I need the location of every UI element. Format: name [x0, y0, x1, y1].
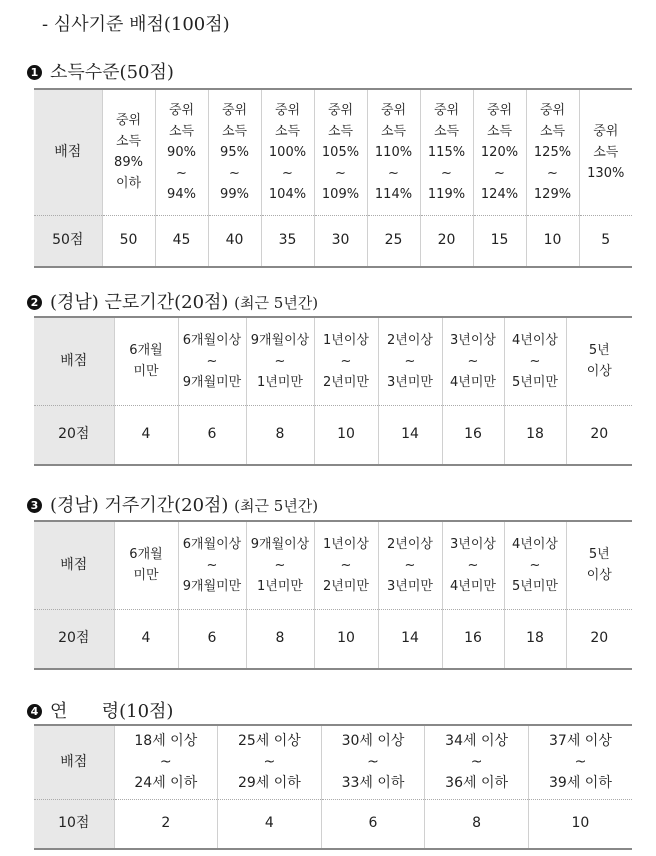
score-cell: 6	[178, 609, 246, 669]
score-cell: 10	[314, 405, 378, 465]
total-label: 50점	[34, 215, 102, 267]
residence-header-cell: 5년 이상	[566, 521, 632, 609]
score-cell: 20	[420, 215, 473, 267]
score-cell: 30	[314, 215, 367, 267]
row-label: 배점	[34, 521, 114, 609]
row-label: 배점	[34, 317, 114, 405]
section-3-subtitle: (최근 5년간)	[234, 497, 319, 515]
score-cell: 6	[178, 405, 246, 465]
score-cell: 4	[114, 405, 178, 465]
total-label: 20점	[34, 405, 114, 465]
score-cell: 50	[102, 215, 155, 267]
score-cell: 18	[504, 609, 566, 669]
residence-header-cell: 1년이상 ~ 2년미만	[314, 521, 378, 609]
score-cell: 20	[566, 405, 632, 465]
row-label: 배점	[34, 89, 102, 215]
residence-header-cell: 9개월이상 ~ 1년미만	[246, 521, 314, 609]
work-header-row	[34, 317, 632, 405]
score-cell: 5	[579, 215, 632, 267]
income-header-cell: 중위 소득 90% ~ 94%	[155, 89, 208, 215]
score-cell: 15	[473, 215, 526, 267]
section-number-2: 2	[27, 295, 42, 310]
score-cell: 18	[504, 405, 566, 465]
section-3-heading	[27, 491, 318, 517]
section-2-subtitle: (최근 5년간)	[234, 294, 319, 312]
income-header-cell: 중위 소득 100% ~ 104%	[261, 89, 314, 215]
income-header-cell: 중위 소득 105% ~ 109%	[314, 89, 367, 215]
section-number-3: 3	[27, 498, 42, 513]
age-header-cell: 37세 이상 ~ 39세 이하	[528, 725, 632, 799]
page-title: - 심사기준 배점(100점)	[42, 14, 230, 35]
residence-header-cell: 2년이상 ~ 3년미만	[378, 521, 442, 609]
income-header-cell: 중위 소득 110% ~ 114%	[367, 89, 420, 215]
age-table	[34, 724, 632, 850]
score-cell: 40	[208, 215, 261, 267]
income-header-cell: 중위 소득 130%	[579, 89, 632, 215]
score-cell: 14	[378, 405, 442, 465]
score-cell: 4	[114, 609, 178, 669]
income-header-cell: 중위 소득 115% ~ 119%	[420, 89, 473, 215]
row-label: 배점	[34, 725, 114, 799]
section-2-heading	[27, 288, 318, 314]
income-table	[34, 88, 632, 268]
score-cell: 2	[114, 799, 218, 849]
work-score-row	[34, 405, 632, 465]
score-cell: 20	[566, 609, 632, 669]
section-1-title: 소득수준(50점)	[50, 62, 174, 83]
section-number-1: 1	[27, 65, 42, 80]
work-header-cell: 1년이상 ~ 2년미만	[314, 317, 378, 405]
section-4-heading	[27, 697, 173, 723]
score-cell: 6	[321, 799, 425, 849]
score-cell: 8	[246, 405, 314, 465]
income-header-cell: 중위 소득 120% ~ 124%	[473, 89, 526, 215]
income-score-row	[34, 215, 632, 267]
work-header-cell: 4년이상 ~ 5년미만	[504, 317, 566, 405]
score-cell: 16	[442, 609, 504, 669]
total-label: 20점	[34, 609, 114, 669]
score-cell: 16	[442, 405, 504, 465]
score-cell: 14	[378, 609, 442, 669]
income-header-cell: 중위 소득 89% 이하	[102, 89, 155, 215]
age-header-cell: 30세 이상 ~ 33세 이하	[321, 725, 425, 799]
work-header-cell: 9개월이상 ~ 1년미만	[246, 317, 314, 405]
score-cell: 35	[261, 215, 314, 267]
section-1-heading	[27, 58, 174, 84]
score-cell: 25	[367, 215, 420, 267]
residence-header-cell: 3년이상 ~ 4년미만	[442, 521, 504, 609]
score-cell: 10	[314, 609, 378, 669]
age-score-row	[34, 799, 632, 849]
section-2-title: (경남) 근로기간(20점)	[50, 292, 229, 313]
section-3-title: (경남) 거주기간(20점)	[50, 495, 229, 516]
residence-period-table	[34, 520, 632, 670]
residence-score-row	[34, 609, 632, 669]
score-cell: 10	[526, 215, 579, 267]
income-header-row	[34, 89, 632, 215]
work-period-table	[34, 316, 632, 466]
income-header-cell: 중위 소득 95% ~ 99%	[208, 89, 261, 215]
age-header-cell: 18세 이상 ~ 24세 이하	[114, 725, 218, 799]
work-header-cell: 6개월이상 ~ 9개월미만	[178, 317, 246, 405]
section-number-4: 4	[27, 704, 42, 719]
score-cell: 10	[528, 799, 632, 849]
score-cell: 8	[246, 609, 314, 669]
total-label: 10점	[34, 799, 114, 849]
score-cell: 8	[425, 799, 529, 849]
work-header-cell: 2년이상 ~ 3년미만	[378, 317, 442, 405]
score-cell: 45	[155, 215, 208, 267]
residence-header-cell: 6개월이상 ~ 9개월미만	[178, 521, 246, 609]
age-header-row	[34, 725, 632, 799]
residence-header-row	[34, 521, 632, 609]
work-header-cell: 3년이상 ~ 4년미만	[442, 317, 504, 405]
score-cell: 4	[218, 799, 322, 849]
age-header-cell: 25세 이상 ~ 29세 이하	[218, 725, 322, 799]
age-header-cell: 34세 이상 ~ 36세 이하	[425, 725, 529, 799]
residence-header-cell: 4년이상 ~ 5년미만	[504, 521, 566, 609]
work-header-cell: 6개월 미만	[114, 317, 178, 405]
residence-header-cell: 6개월 미만	[114, 521, 178, 609]
income-header-cell: 중위 소득 125% ~ 129%	[526, 89, 579, 215]
work-header-cell: 5년 이상	[566, 317, 632, 405]
section-4-title: 연 령(10점)	[50, 701, 174, 722]
